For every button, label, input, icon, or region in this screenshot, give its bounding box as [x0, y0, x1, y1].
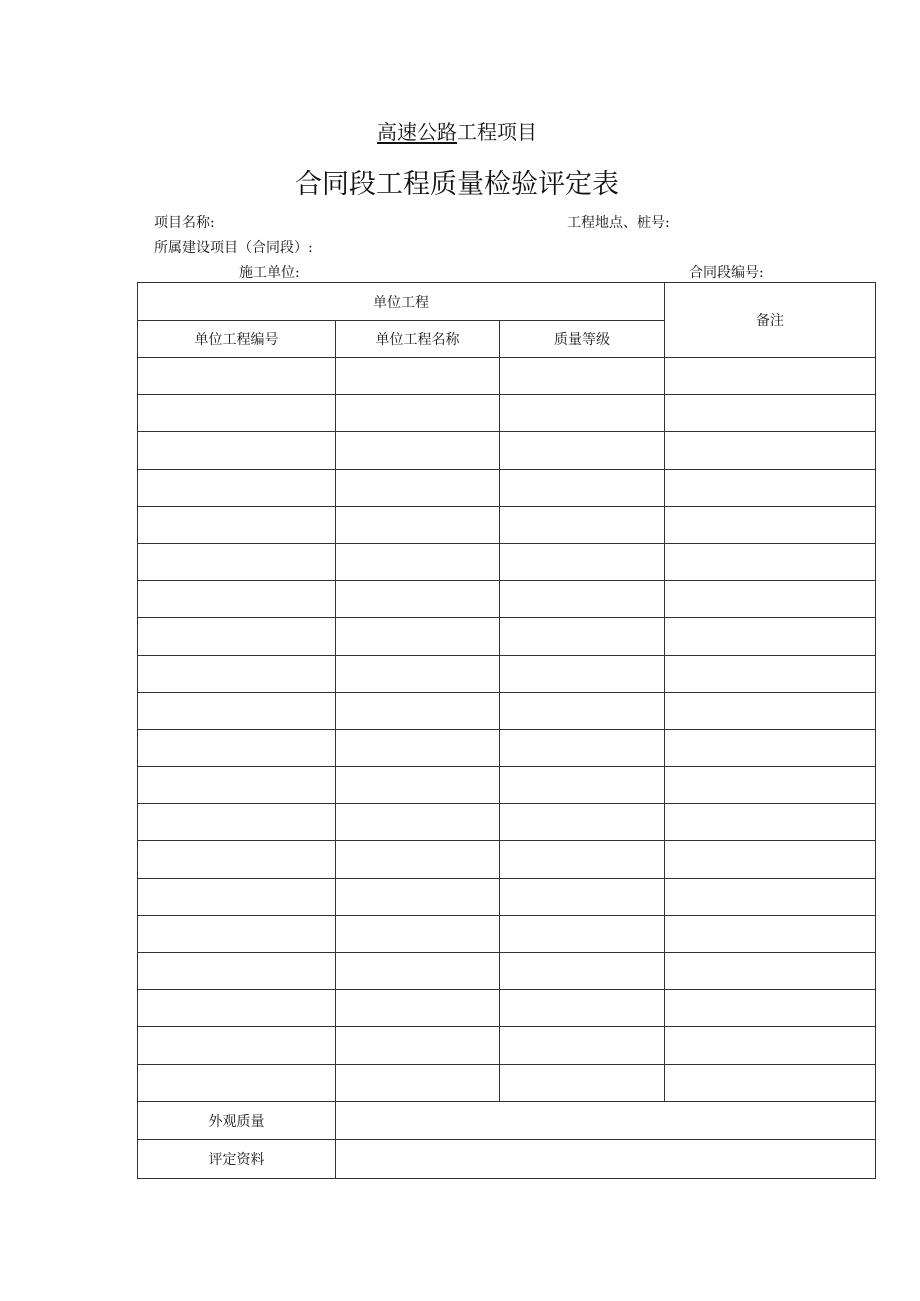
- project-title-underlined: 高速公路: [377, 120, 457, 144]
- quality-grade-cell[interactable]: [500, 915, 665, 952]
- table-row: [138, 990, 876, 1027]
- unit-project-number-cell[interactable]: [138, 469, 336, 506]
- evaluation-table: [137, 282, 876, 1179]
- unit-project-name-cell[interactable]: [336, 469, 500, 506]
- table-row: [138, 581, 876, 618]
- unit-project-group-header: 单位工程: [138, 283, 665, 321]
- quality-grade-cell[interactable]: [500, 395, 665, 432]
- quality-grade-cell[interactable]: [500, 990, 665, 1027]
- remark-cell[interactable]: [665, 729, 876, 766]
- table-row: [138, 841, 876, 878]
- unit-project-number-cell[interactable]: [138, 543, 336, 580]
- table-row: [138, 729, 876, 766]
- quality-grade-cell[interactable]: [500, 1027, 665, 1064]
- remark-cell[interactable]: [665, 915, 876, 952]
- unit-project-number-cell[interactable]: [138, 915, 336, 952]
- footer-row: [138, 1140, 876, 1179]
- unit-project-number-cell[interactable]: [138, 729, 336, 766]
- unit-project-number-cell[interactable]: [138, 618, 336, 655]
- table-row: [138, 1064, 876, 1101]
- quality-grade-header: 质量等级: [500, 321, 665, 358]
- quality-grade-cell[interactable]: [500, 767, 665, 804]
- unit-project-name-cell[interactable]: [336, 915, 500, 952]
- footer-value-cell[interactable]: [336, 1101, 876, 1140]
- quality-grade-cell[interactable]: [500, 841, 665, 878]
- remark-cell[interactable]: [665, 655, 876, 692]
- table-row: [138, 543, 876, 580]
- unit-project-number-cell[interactable]: [138, 432, 336, 469]
- remark-cell[interactable]: [665, 581, 876, 618]
- remark-cell[interactable]: [665, 841, 876, 878]
- remark-cell[interactable]: [665, 506, 876, 543]
- remark-cell[interactable]: [665, 692, 876, 729]
- table-row: [138, 1027, 876, 1064]
- unit-project-name-cell[interactable]: [336, 1064, 500, 1101]
- unit-project-number-cell[interactable]: [138, 953, 336, 990]
- unit-project-number-cell[interactable]: [138, 692, 336, 729]
- unit-project-name-cell[interactable]: [336, 618, 500, 655]
- unit-project-number-cell[interactable]: [138, 395, 336, 432]
- table-header-row: [138, 283, 876, 321]
- quality-grade-cell[interactable]: [500, 729, 665, 766]
- project-name-label: 项目名称:: [154, 215, 215, 231]
- table-row: [138, 618, 876, 655]
- quality-grade-cell[interactable]: [500, 878, 665, 915]
- unit-project-name-cell[interactable]: [336, 841, 500, 878]
- remark-cell[interactable]: [665, 767, 876, 804]
- remark-cell[interactable]: [665, 469, 876, 506]
- table-row: [138, 655, 876, 692]
- table-row: [138, 395, 876, 432]
- quality-grade-cell[interactable]: [500, 469, 665, 506]
- unit-project-name-cell[interactable]: [336, 692, 500, 729]
- unit-project-number-cell[interactable]: [138, 767, 336, 804]
- unit-project-name-cell[interactable]: [336, 506, 500, 543]
- location-label: 工程地点、桩号:: [567, 215, 670, 231]
- quality-grade-cell[interactable]: [500, 655, 665, 692]
- quality-grade-cell[interactable]: [500, 432, 665, 469]
- unit-project-number-cell[interactable]: [138, 358, 336, 395]
- table-row: [138, 915, 876, 952]
- project-title: [0, 118, 914, 146]
- unit-project-number-header: 单位工程编号: [138, 321, 336, 358]
- table-row: [138, 878, 876, 915]
- quality-grade-cell[interactable]: [500, 543, 665, 580]
- quality-grade-cell[interactable]: [500, 692, 665, 729]
- quality-grade-cell[interactable]: [500, 618, 665, 655]
- unit-project-number-cell[interactable]: [138, 581, 336, 618]
- unit-project-number-cell[interactable]: [138, 878, 336, 915]
- unit-project-name-cell[interactable]: [336, 953, 500, 990]
- quality-grade-cell[interactable]: [500, 1064, 665, 1101]
- unit-project-name-cell[interactable]: [336, 395, 500, 432]
- table-row: [138, 432, 876, 469]
- unit-project-number-cell[interactable]: [138, 655, 336, 692]
- contractor-label: 施工单位:: [239, 265, 300, 281]
- remark-cell[interactable]: [665, 358, 876, 395]
- table-row: [138, 953, 876, 990]
- unit-project-name-cell[interactable]: [336, 655, 500, 692]
- remark-cell[interactable]: [665, 543, 876, 580]
- quality-grade-cell[interactable]: [500, 953, 665, 990]
- unit-project-name-cell[interactable]: [336, 729, 500, 766]
- contract-no-label: 合同段编号:: [689, 265, 764, 281]
- unit-project-name-cell[interactable]: [336, 581, 500, 618]
- table-row: [138, 767, 876, 804]
- unit-project-name-cell[interactable]: [336, 1027, 500, 1064]
- remark-cell[interactable]: [665, 953, 876, 990]
- unit-project-number-cell[interactable]: [138, 506, 336, 543]
- unit-project-name-cell[interactable]: [336, 543, 500, 580]
- remark-cell[interactable]: [665, 432, 876, 469]
- unit-project-number-cell[interactable]: [138, 1027, 336, 1064]
- remark-cell[interactable]: [665, 878, 876, 915]
- unit-project-name-header: 单位工程名称: [336, 321, 500, 358]
- remark-cell[interactable]: [665, 804, 876, 841]
- quality-grade-cell[interactable]: [500, 581, 665, 618]
- footer-row: [138, 1101, 876, 1140]
- remark-cell[interactable]: [665, 618, 876, 655]
- table-row: [138, 506, 876, 543]
- quality-grade-cell[interactable]: [500, 506, 665, 543]
- footer-value-cell[interactable]: [336, 1140, 876, 1179]
- unit-project-name-cell[interactable]: [336, 804, 500, 841]
- remark-cell[interactable]: [665, 990, 876, 1027]
- remark-cell[interactable]: [665, 395, 876, 432]
- remark-cell[interactable]: [665, 1064, 876, 1101]
- table-row: [138, 804, 876, 841]
- quality-grade-cell[interactable]: [500, 358, 665, 395]
- unit-project-name-cell[interactable]: [336, 767, 500, 804]
- unit-project-number-cell[interactable]: [138, 1064, 336, 1101]
- unit-project-number-cell[interactable]: [138, 841, 336, 878]
- unit-project-name-cell[interactable]: [336, 878, 500, 915]
- form-title: 合同段工程质量检验评定表: [295, 169, 619, 200]
- unit-project-name-cell[interactable]: [336, 358, 500, 395]
- unit-project-name-cell[interactable]: [336, 990, 500, 1027]
- remark-cell[interactable]: [665, 1027, 876, 1064]
- footer-label: 评定资料: [138, 1140, 336, 1179]
- unit-project-number-cell[interactable]: [138, 990, 336, 1027]
- footer-label: 外观质量: [138, 1101, 336, 1140]
- table-row: [138, 358, 876, 395]
- quality-grade-cell[interactable]: [500, 804, 665, 841]
- table-row: [138, 692, 876, 729]
- unit-project-number-cell[interactable]: [138, 804, 336, 841]
- table-row: [138, 469, 876, 506]
- project-title-rest: 工程项目: [457, 120, 537, 144]
- remark-header: 备注: [665, 283, 876, 358]
- parent-project-label: 所属建设项目（合同段）:: [154, 240, 313, 256]
- unit-project-name-cell[interactable]: [336, 432, 500, 469]
